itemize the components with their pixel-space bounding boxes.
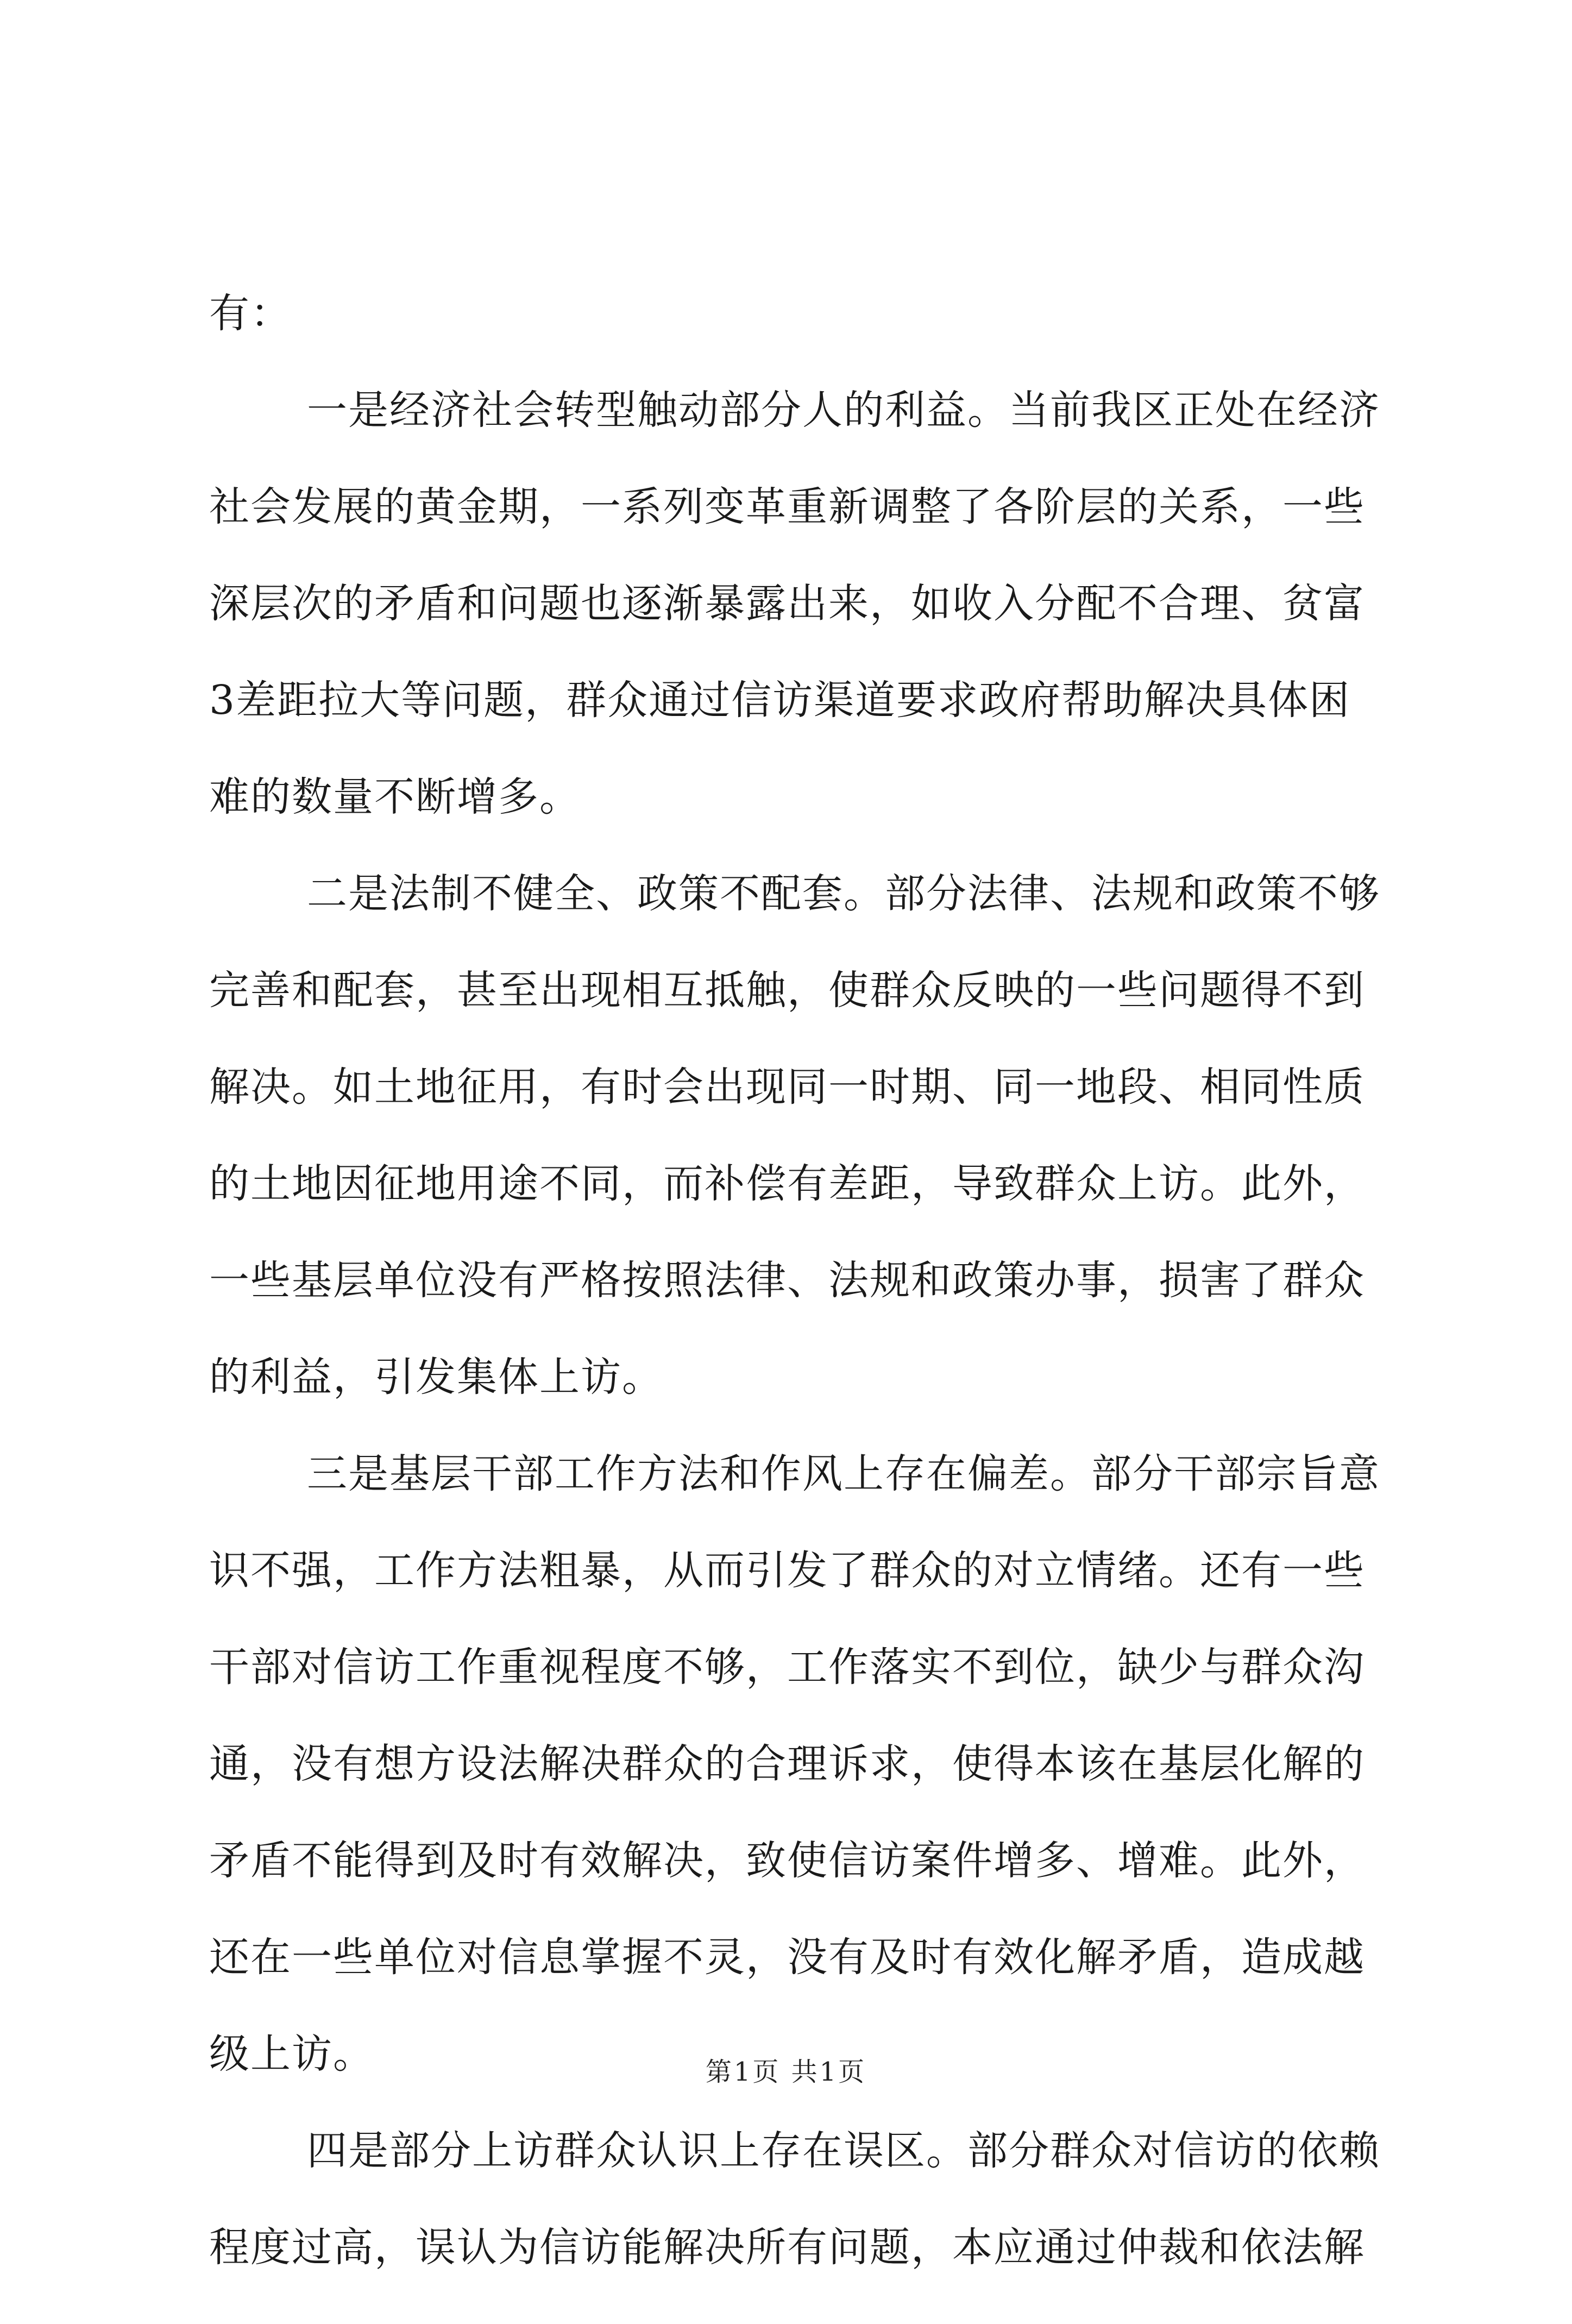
text-line: 矛盾不能得到及时有效解决，致使信访案件增多、增难。此外， <box>209 1837 1365 1884</box>
text-line: 社会发展的黄金期，一系列变革重新调整了各阶层的关系，一些 <box>209 483 1365 530</box>
text-line: 深层次的矛盾和问题也逐渐暴露出来，如收入分配不合理、贫富 <box>209 580 1365 627</box>
page-number-label: 第1页 共1页 <box>705 2057 867 2087</box>
text-line: 三是基层干部工作方法和作风上存在偏差。部分干部宗旨意 <box>307 1450 1380 1497</box>
text-line: 二是法制不健全、政策不配套。部分法律、法规和政策不够 <box>307 870 1380 917</box>
page-footer <box>0 2051 1572 2088</box>
text-line: 的土地因征地用途不同，而补偿有差距，导致群众上访。此外， <box>209 1160 1365 1207</box>
text-line: 级上访。 <box>209 2031 374 2077</box>
text-line: 干部对信访工作重视程度不够，工作落实不到位，缺少与群众沟 <box>209 1644 1365 1691</box>
text-line: 一些基层单位没有严格按照法律、法规和政策办事，损害了群众 <box>209 1257 1365 1304</box>
text-line: 3差距拉大等问题，群众通过信访渠道要求政府帮助解决具体困 <box>209 677 1351 724</box>
text-line: 完善和配套，甚至出现相互抵触，使群众反映的一些问题得不到 <box>209 967 1365 1014</box>
text-line: 有： <box>209 290 292 337</box>
text-line: 解决。如土地征用，有时会出现同一时期、同一地段、相同性质 <box>209 1064 1365 1110</box>
text-line: 一是经济社会转型触动部分人的利益。当前我区正处在经济 <box>307 387 1380 434</box>
document-body <box>209 290 1380 2324</box>
text-line: 通，没有想方设法解决群众的合理诉求，使得本该在基层化解的 <box>209 1741 1365 1787</box>
text-line: 还在一些单位对信息掌握不灵，没有及时有效化解矛盾，造成越 <box>209 1934 1365 1981</box>
text-line: 四是部分上访群众认识上存在误区。部分群众对信访的依赖 <box>307 2127 1380 2174</box>
text-line: 程度过高，误认为信访能解决所有问题，本应通过仲裁和依法解 <box>209 2224 1365 2271</box>
text-line: 识不强，工作方法粗暴，从而引发了群众的对立情绪。还有一些 <box>209 1547 1365 1594</box>
text-line: 的利益，引发集体上访。 <box>209 1354 663 1400</box>
text-line: 难的数量不断增多。 <box>209 774 581 820</box>
